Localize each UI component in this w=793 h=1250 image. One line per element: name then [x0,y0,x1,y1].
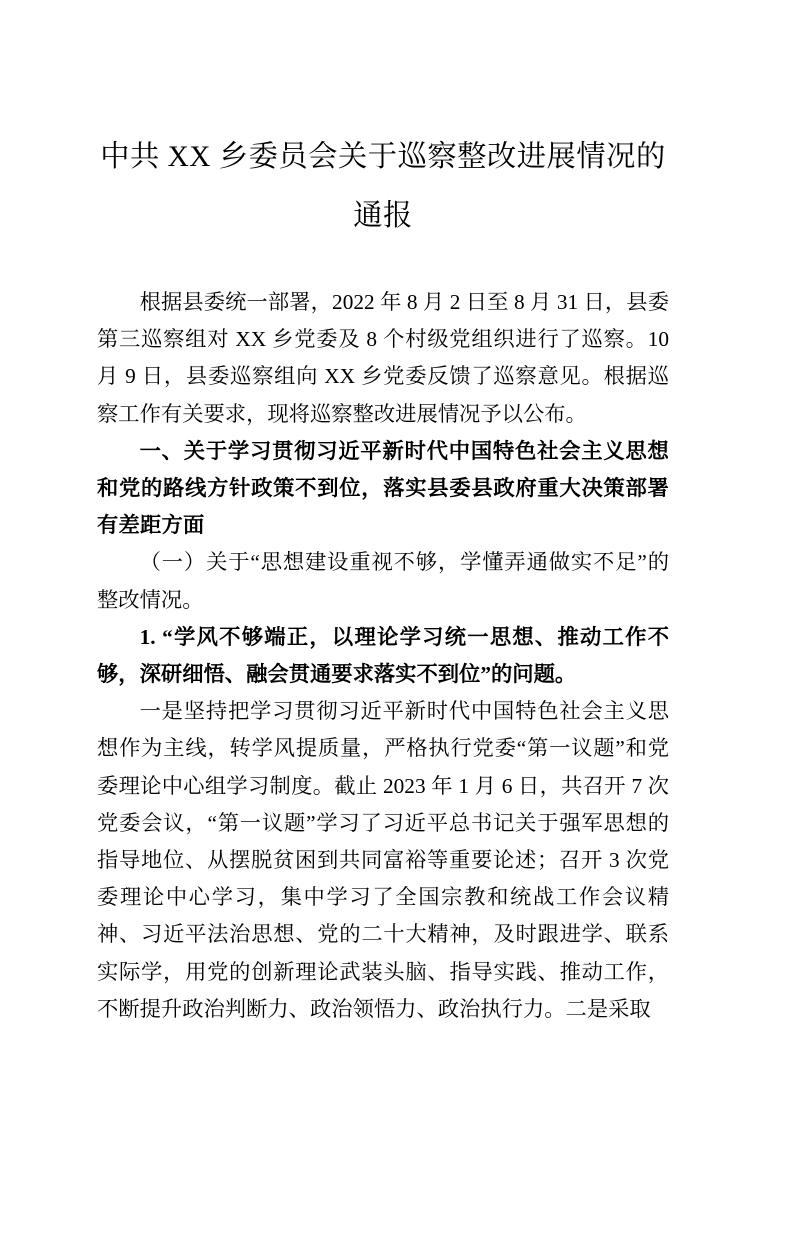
subsection-heading-1-1: （一）关于“思想建设重视不够，学懂弄通做实不足”的整改情况。 [97,550,669,612]
item-heading-1: 1. “学风不够端正，以理论学习统一思想、推动工作不够，深研细悟、融会贯通要求落实不到位”的问题。 [97,624,669,687]
document-title: 中共 XX 乡委员会关于巡察整改进展情况的通报 [100,141,666,232]
section-heading-1: 一、关于学习贯彻习近平新时代中国特色社会主义思想和党的路线方针政策不到位，落实县委县政府重大决策部署有差距方面 [97,438,669,538]
paragraph-intro: 根据县委统一部署，2022 年 8 月 2 日至 8 月 31 日，县委第三巡察组对 XX 乡党委及 8 个村级党组织进行了巡察。10 月 9 日，县委巡察组向 XX 乡党委反馈了巡察意见。根据巡察工作有关要求，现将巡察整改进展情况予以公布。 [97,290,669,426]
paragraph-body: 一是坚持把学习贯彻习近平新时代中国特色社会主义思想作为主线，转学风提质量，严格执行党委“第一议题”和党委理论中心组学习制度。截止 2023 年 1 月 6 日，共召开 7 次党委会议，“第一议题”学习了习近平总书记关于强军思想的指导地位、从摆脱贫困到共同富裕等重要论述；召开 3 次党委理论中心学习，集中学习了全国宗教和统战工作会议精神、习近平法治思想、党的二十大精神，及时跟进学、联系实际学，用党的创新理论武装头脑、指导实践、推动工作，不断提升政治判断力、政治领悟力、政治执行力。二是采取 [97,699,669,1021]
document-page [0,128,793,1250]
